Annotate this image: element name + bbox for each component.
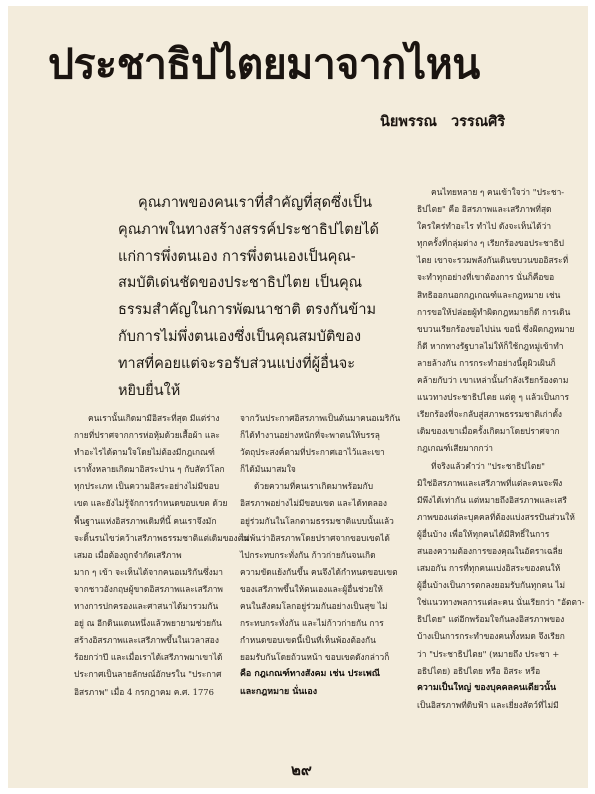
body-line: ธิปไตย" แต่อีกพร้อมใจกันลงอิสรภาพของ: [417, 614, 565, 625]
body-line: คนในสังคมโลกอยู่ร่วมกันอย่างเป็นสุข ไม่: [240, 601, 388, 612]
lead-line: แก่การพึ่งตนเอง การพึ่งตนเองเป็นคุณ-: [118, 248, 356, 265]
body-line: จากชาวอังกฤษผู้ขาดอิสรภาพและเสรีภาพ: [74, 583, 223, 594]
body-line-emphasis: อิสรภาพ" เมื่อ 4 กรกฎาคม ค.ศ. 1776: [74, 686, 214, 697]
body-line: กฎเกณฑ์เสียมากกว่า: [417, 443, 494, 454]
body-line: การขอให้ปล่อยผู้ทำผิดกฎหมายก็ดี การเดิน: [417, 306, 571, 317]
body-line: ขบวนเรียกร้องขอไปน่น ขอนี่ ซึ่งผิดกฎหมาย: [417, 323, 575, 334]
body-line: สนองความต้องการของคุณในอัตราเฉลี่ย: [417, 545, 563, 556]
lead-paragraph: [118, 190, 400, 404]
body-line: เสมอ เมื่อต้องถูกจำกัดเสรีภาพ: [74, 549, 182, 560]
body-line: ใช่แนวทางพลการแต่ละคน นั่นเรียกว่า "อัตตา-: [417, 597, 585, 608]
body-line: อิสรภาพอย่างไม่มีขอบเขต และได้ทดลอง: [240, 498, 388, 509]
body-line: ภาพของแต่ละบุคคลที่ต้องแบ่งสรรปันส่วนให้: [417, 511, 575, 522]
body-line: ผู้อื่นบ้าง เพื่อให้ทุกคนได้มีสิทธิ์ในการ: [417, 528, 550, 539]
lead-line: หยิบยื่นให้: [118, 382, 181, 399]
body-line: คล้ายกับว่า เขาเหล่านั้นกำลังเรียกร้องตาม: [417, 375, 569, 386]
body-line-emphasis: ประกาศเป็นลายลักษณ์อักษรใน "ประกาศ: [74, 669, 222, 680]
body-line: เราทั้งหลายเกิดมาอิสระปาน ๆ กับสัตว์โลก: [74, 464, 225, 475]
body-line: ที่จริงแล้วคำว่า "ประชาธิปไตย": [431, 460, 546, 471]
body-line: อธิปไตย) อธิปไตย หรือ อิสระ หรือ: [417, 665, 541, 676]
body-line: ไปกระทบกระทั่งกัน ก้าวก่ายกันจนเกิด: [240, 549, 376, 560]
body-column-left: [74, 410, 249, 701]
author-last-name: วรรณศิริ: [451, 114, 506, 130]
body-line: ยอมรับกันโดยถ้วนหน้า ขอบเขตดังกล่าวก็: [240, 652, 390, 663]
body-line: ไตย เขาจะรวมพลังกันเดินขบวนขออิสระที่: [417, 255, 569, 266]
lead-line: กับการไม่พึ่งตนเองซึ่งเป็นคุณสมบัติของ: [118, 328, 362, 345]
body-line: เป็นอิสรภาพที่ดิบฟ้า และเยี่ยงสัตว์ที่ไม่มี: [417, 699, 559, 710]
body-line: อยู่ ณ อีกดินแดนหนึ่งแล้วพยายามช่วยกัน: [74, 618, 222, 629]
body-line: ว่า "ประชาธิปไตย" (หมายถึง ประชา +: [417, 648, 560, 659]
page-number: ๒๙: [291, 761, 312, 779]
author-byline: [380, 110, 505, 133]
body-line: บ้างเป็นการกระทำของคนทั้งหมด จึงเรียก: [417, 631, 565, 642]
body-line: วัตถุประสงค์ตามที่ประกาศเอาไว้และเขา: [240, 447, 385, 458]
lead-line: ธรรมสำคัญในการพัฒนาชาติ ตรงกันข้าม: [118, 302, 377, 319]
body-line: จะดิ้นรนไขว่คว้าเสรีภาพธรรมชาติแต่เดิมของตน: [74, 532, 249, 543]
body-line: ทำอะไรได้ตามใจโดยไม่ต้องมีกฎเกณฑ์: [74, 447, 215, 458]
body-column-right: [417, 184, 585, 714]
body-line-emphasis: คือ กฎเกณฑ์ทางสังคม เช่น ประเพณี: [240, 669, 380, 680]
body-line: กายที่ปราศจากการห่อหุ้มด้วยเสื้อผ้า และ: [74, 430, 220, 441]
body-line: สร้างอิสรภาพและเสรีภาพขึ้นในเวลาสอง: [74, 635, 219, 646]
body-line: มิใช่อิสรภาพและเสรีภาพที่แต่ละคนจะพึง: [417, 477, 563, 488]
body-line: จากวันประกาศอิสรภาพเป็นต้นมาคนอเมริกัน: [240, 413, 401, 423]
body-line: ก็ได้มันมาสมใจ: [240, 464, 296, 475]
body-line: ของเสรีภาพขึ้นให้ตนเองและผู้อื่นช่วยให้: [240, 583, 383, 594]
body-line: มีพึงได้เท่ากัน แต่หมายถึงอิสรภาพและเสรี: [417, 494, 567, 505]
body-line: ใครใคร่ทำอะไร ทำไป ดังจะเห็นได้ว่า: [417, 221, 552, 232]
lead-line: คุณภาพของคนเราที่สำคัญที่สุดซึ่งเป็น: [138, 195, 373, 211]
body-line: ทุกครั้งที่กลุ่มต่าง ๆ เรียกร้องขอประชาธิป: [417, 238, 564, 249]
body-line: เรียกร้องที่จะกลับสู่สภาพธรรมชาติเก่าดั้ง: [417, 409, 562, 420]
magazine-page: [8, 6, 588, 788]
body-line: ไม่พ้นว่าอิสรภาพโดยปราศจากขอบเขตได้: [240, 532, 390, 543]
body-line: มาก ๆ เข้า จะเห็นได้จากคนอเมริกันซึ่งมา: [74, 566, 223, 577]
body-line-emphasis: ความเป็นใหญ่ ของบุคคลคนเดียวนั้น: [417, 682, 557, 693]
body-line: ก็ดี หากทางรัฐบาลไม่ให้ก็ใช้กฎหมู่เข้าทำ: [417, 340, 564, 351]
body-line: เขต และยังไม่รู้จักการกำหนดขอบเขต ด้วย: [74, 498, 228, 509]
body-line: กระทบกระทั่งกัน และไม่ก้าวก่ายกัน การ: [240, 618, 384, 629]
body-line: ทางการปกครองและศาสนาได้มารวมกัน: [74, 601, 219, 612]
body-line: เสมอกัน การที่ทุกคนแบ่งอิสระของตนให้: [417, 563, 561, 574]
body-line-emphasis: และกฎหมาย นั่นเอง: [240, 686, 318, 697]
body-line: ก็ได้ทำงานอย่างหนักที่จะพาตนให้บรรลุ: [240, 430, 380, 441]
body-line: ความขัดแย้งกันขึ้น คนจึงได้กำหนดขอบเขต: [240, 566, 398, 577]
body-line: คนไทยหลาย ๆ คนเข้าใจว่า "ประชา-: [431, 187, 565, 197]
article-title: ประชาธิปไตยมาจากไหน: [48, 40, 480, 88]
body-line: ด้วยความที่คนเราเกิดมาพร้อมกับ: [254, 481, 374, 492]
body-line: แนวทางประชาธิปไตย แต่ดู ๆ แล้วเป็นการ: [417, 392, 569, 403]
lead-line: คุณภาพในทางสร้างสรรค์ประชาธิปไตยได้: [118, 221, 379, 238]
body-line: เดิมของเขาเมื่อครั้งเกิดมาโดยปราศจาก: [417, 426, 560, 437]
body-line: กำหนดขอบเขตนี้เป็นที่เห็นพ้องต้องกัน: [240, 635, 376, 646]
lead-line: ทาสที่คอยแต่จะรอรับส่วนแบ่งที่ผู้อื่นจะ: [118, 355, 356, 372]
body-line: ผู้อื่นบ้างเป็นการตกลงยอมรับกันทุกคน ไม่: [417, 580, 566, 591]
body-line: สิทธิออกนอกกฎเกณฑ์และกฎหมาย เช่น: [417, 289, 561, 300]
body-column-middle: [240, 410, 400, 701]
body-line: คนเรานั้นเกิดมามีอิสระที่สุด มีแต่ร่าง: [88, 413, 220, 423]
body-line: ธิปไตย" คือ อิสรภาพและเสรีภาพที่สุด: [417, 204, 552, 215]
body-line: ร้อยกว่าปี และเมื่อเราได้เสรีภาพมาเขาได้: [74, 652, 223, 663]
body-line: ทุกประเภท เป็นความอิสระอย่างไม่มีขอบ: [74, 481, 220, 492]
body-line: ลายล้างกัน การกระทำอย่างนี้ดูผิวเผินก็: [417, 357, 556, 368]
lead-line: สมบัติเด่นชัดของประชาธิปไตย เป็นคุณ: [118, 275, 363, 292]
body-line: จะทำทุกอย่างที่เขาต้องการ นั่นก็คือขอ: [417, 272, 555, 283]
author-first-name: นิยพรรณ: [380, 114, 437, 130]
body-line: พื้นฐานแห่งอิสรภาพเดิมที่นี้ คนเราจึงมัก: [74, 515, 217, 526]
body-line: อยู่ร่วมกันในโลกตามธรรมชาติแบบนั้นแล้ว: [240, 515, 394, 526]
